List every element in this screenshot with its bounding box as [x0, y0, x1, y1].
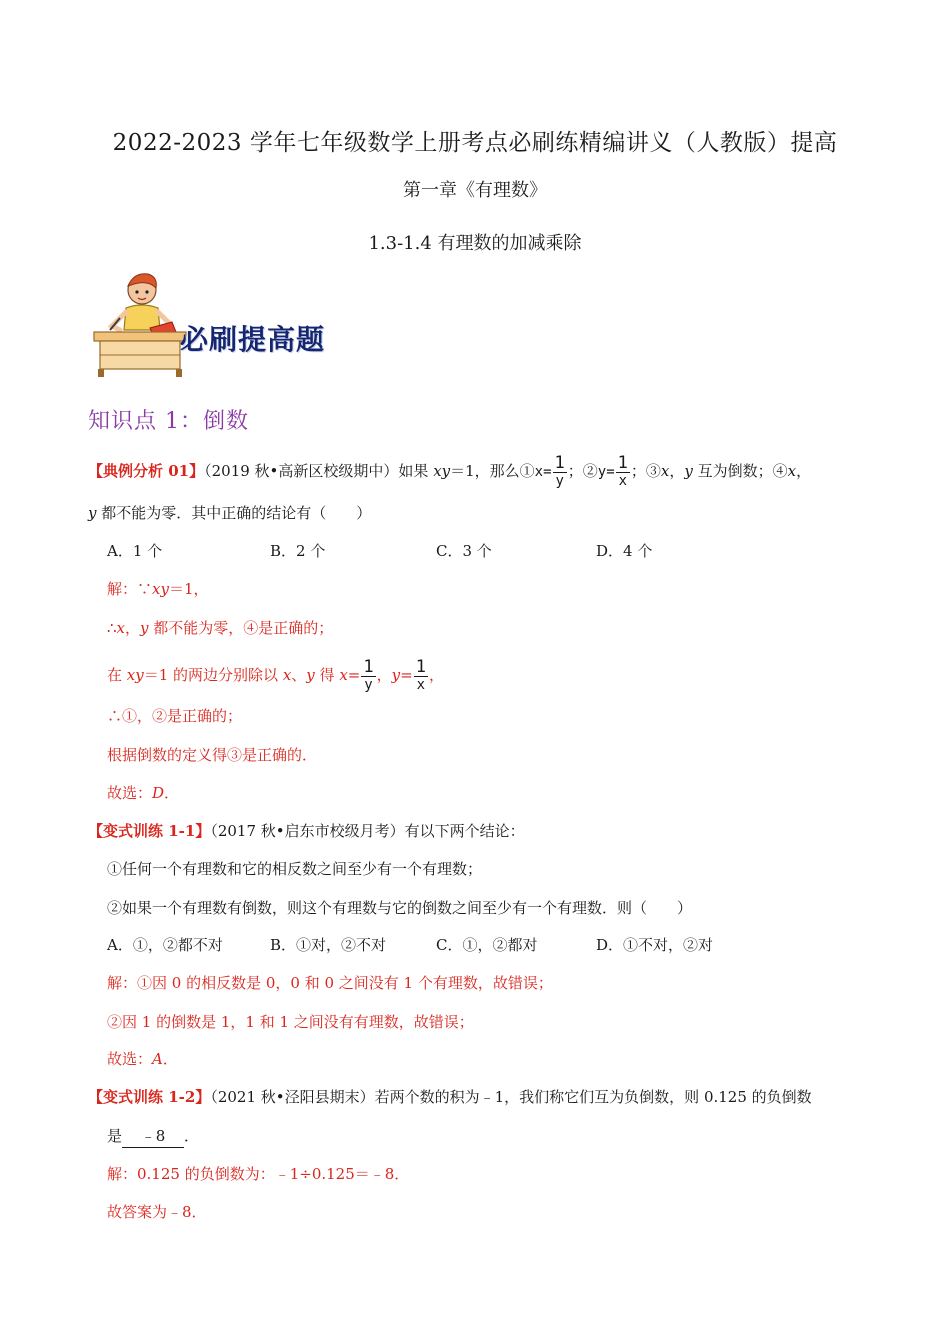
page-title: 2022-2023 学年七年级数学上册考点必刷练精编讲义（人教版）提高 [112, 130, 838, 156]
chapter-title: 第一章《有理数》 [403, 180, 547, 201]
example-solution-line-2: ∴x，y 都不能为零，④是正确的； [107, 619, 334, 637]
example-solution-line-1: 解：∵xy＝1， [107, 580, 209, 598]
example-solution-line-6: 故选：D． [107, 784, 180, 802]
example-option-c: C．3 个 [436, 542, 492, 560]
variant1-solution-line-2: ②因 1 的倒数是 1，1 和 1 之间没有有理数，故错误； [107, 1013, 474, 1031]
variant1-option-a: A．①，②都不对 [107, 936, 223, 954]
variant2-solution-line-2: 故答案为﹣8． [107, 1203, 207, 1221]
example-tag: 【典例分析 01】 [88, 462, 205, 480]
answer-blank: ﹣8 [122, 1125, 184, 1148]
example-question-line-2: y 都不能为零．其中正确的结论有（ ） [88, 504, 372, 522]
solution-fraction-one-over-x: $\frac{1}{x}$ [415, 657, 426, 693]
fraction-one-over-y: $\frac{1}{y}$ [554, 453, 565, 489]
example-solution-line-5: 根据倒数的定义得③是正确的． [107, 746, 318, 764]
example-solution-line-3: 在 xy＝1 的两边分别除以 x、y 得 x= $\frac{1}{y}$ ，y= $\frac{1}{x}$ ， [107, 657, 444, 693]
variant1-option-c: C．①，②都对 [436, 936, 538, 954]
example-source: （2019 秋•高新区校级期中） [204, 462, 399, 480]
variant1-option-b: B．①对，②不对 [270, 936, 387, 954]
knowledge-point-heading: 知识点 1：倒数 [88, 409, 249, 434]
variant2-solution-line-1: 解：0.125 的负倒数为：﹣1÷0.125＝﹣8． [107, 1165, 410, 1183]
fraction-one-over-x: $\frac{1}{x}$ [617, 453, 628, 489]
variant1-tag: 【变式训练 1-1】 [88, 822, 211, 840]
variant2-question-line-1: 【变式训练 1-2】（2021 秋•泾阳县期末）若两个数的积为﹣1，我们称它们互为负倒数，则 0.125 的负倒数 [88, 1088, 812, 1106]
section-title: 1.3-1.4 有理数的加减乘除 [368, 233, 582, 254]
variant1-conclusion-2: ②如果一个有理数有倒数，则这个有理数与它的倒数之间至少有一个有理数．则（ ） [107, 899, 693, 917]
variant1-question-line: 【变式训练 1-1】（2017 秋•启东市校级月考）有以下两个结论： [88, 822, 525, 840]
variant1-solution-line-1: 解：①因 0 的相反数是 0，0 和 0 之间没有 1 个有理数，故错误； [107, 974, 553, 992]
example-question-line-1: 【典例分析 01】（2019 秋•高新区校级期中）如果 xy＝1，那么①x= $\frac{1}{y}$ ；②y= $\frac{1}{x}$ ；③x，y 互为倒数；④x， [88, 453, 812, 489]
variant2-tag: 【变式训练 1-2】 [88, 1088, 211, 1106]
solution-fraction-one-over-y: $\frac{1}{y}$ [363, 657, 374, 693]
variant1-option-d: D．①不对，②对 [596, 936, 714, 954]
example-solution-line-4: ∴①，②是正确的； [107, 707, 243, 725]
example-option-d: D．4 个 [596, 542, 653, 560]
variant2-question-line-2: 是 ﹣8 ． [107, 1125, 199, 1148]
example-option-b: B．2 个 [270, 542, 326, 560]
variant1-conclusion-1: ①任何一个有理数和它的相反数之间至少有一个有理数； [107, 860, 483, 878]
banner-title: 必刷提高题 [180, 323, 326, 356]
example-option-a: A．1 个 [107, 542, 163, 560]
variant1-solution-line-3: 故选：A． [107, 1050, 178, 1068]
